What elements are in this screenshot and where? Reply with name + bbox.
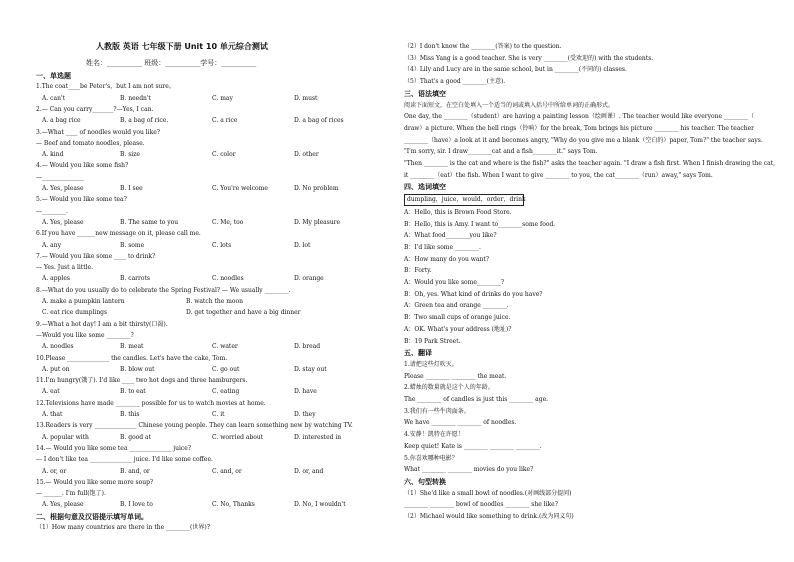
question-line: B：Oh, yes. What kind of drinks do you have? <box>404 290 543 298</box>
question-line: （2）Michael would like something to drink.(改为同义句) <box>404 513 574 520</box>
question-line: 5.你喜欢哪种电影？ <box>404 454 458 462</box>
question-line: 2.蜡烛的数量就是这个人的年龄。 <box>404 384 494 392</box>
answer-option: A. Yes, please <box>42 185 84 192</box>
answer-option: A. make a pumpkin lantern <box>42 298 125 305</box>
answer-option: A. noodles <box>42 343 74 351</box>
answer-option: D. a bag of rices <box>294 117 344 125</box>
question-line: B：Forty. <box>404 267 432 275</box>
section-heading: 五、翻译 <box>404 349 432 358</box>
question-line: One day, the ________（student）are having a painting lesson（绘画课）. The teacher would like everyone ________（ <box>404 113 754 121</box>
question-line: —______________ <box>36 173 84 181</box>
question-line: B：Two small cups of orange juice. <box>404 314 511 322</box>
question-line: ________（have）a look at it and becomes angry, "Why do you give me a blank（空白的）paper, Tom?" the teacher says. <box>404 136 763 144</box>
answer-option: D. lot <box>294 241 311 249</box>
answer-option: B. blow out <box>120 365 155 373</box>
student-info-row: 姓名：__________ 班级：__________学号：__________ <box>86 59 257 67</box>
question-line: "I'm sorry, sir. I draw________cat and a fish________it." says Tom. <box>404 148 598 156</box>
answer-option: C. You're welcome <box>212 185 268 192</box>
answer-option: B. I see <box>120 185 143 192</box>
answer-option: B. watch the moon <box>186 298 243 305</box>
answer-option: A. apples <box>42 275 70 283</box>
question-line: 4.— Would you like some fish? <box>36 162 129 170</box>
answer-option: B. I love to <box>120 501 153 509</box>
question-line: 15.— Would you like some more soup? <box>36 478 154 486</box>
question-line: A：How many do you want? <box>404 255 489 263</box>
answer-option: B. a bag of rice. <box>120 117 169 125</box>
answer-option: B. to eat <box>120 388 146 396</box>
question-line: —Would you like some ________? <box>36 331 134 339</box>
question-line: draw）a picture. When the bell rings（铃响）for the break, Tom brings his picture ________ his teacher. The teacher <box>404 124 755 132</box>
answer-option: B. good at <box>120 433 152 441</box>
answer-option: C. may <box>212 94 233 102</box>
question-line: 1.请把这些灯吹灭。 <box>404 360 458 368</box>
answer-option: C. eating <box>212 388 240 396</box>
question-line: —________. <box>36 207 68 215</box>
question-line: 1.The coat____be Peter's，but I am not sure。 <box>36 83 175 91</box>
question-line: 11.I'm hungry(饿了). I'd like ____ two hot dogs and three hamburgers. <box>36 377 248 385</box>
answer-option: C. it <box>212 411 225 418</box>
question-line: 14.— Would you like some tea ______________ juice? <box>36 444 192 452</box>
question-line: — Yes. Just a little. <box>36 264 93 272</box>
answer-option: D. No, I wouldn't <box>294 501 346 509</box>
answer-option: D. My pleasure <box>294 218 341 226</box>
answer-option: A. a bag rice <box>42 117 81 125</box>
question-line: （3）Miss Yang is a good teacher. She is very ________(受欢迎的) with the students. <box>404 54 654 62</box>
answer-option: B. needn't <box>120 94 151 102</box>
answer-option: C. eat rice dumplings <box>42 309 108 317</box>
answer-option: B. The same to you <box>120 218 179 226</box>
question-line: 13.Readers is very ______________ Chinese young people. They can learn something new by watching TV. <box>36 422 353 430</box>
question-line: B：I'd like some ________. <box>404 243 481 251</box>
question-line: 4.安静！凯特在许愿！ <box>404 431 464 439</box>
section-heading: 四、选词填空 <box>404 183 446 192</box>
answer-option: D. other <box>294 151 319 159</box>
answer-option: D. they <box>294 411 316 418</box>
question-line: ________ ________ bowl of noodles ________ she like? <box>404 501 558 509</box>
question-line: 7.— Would you like some ____ to drink? <box>36 252 156 260</box>
question-line: （2）I don't know the ________(答案) to the question. <box>404 43 562 50</box>
question-line: （1）She'd like a small bowl of noodles.(对画线部分提问) <box>404 489 572 497</box>
answer-option: A. Yes, please <box>42 501 84 509</box>
question-line: — Beef and tomato noodles, please. <box>36 139 145 147</box>
word-bank-text: dumpling，juice，would，order，drink <box>407 196 526 204</box>
answer-option: A. eat <box>42 388 60 396</box>
question-line: A：What food________you like? <box>404 232 497 240</box>
section-heading: 六、句型转换 <box>404 477 446 486</box>
answer-option: A. put on <box>42 365 70 373</box>
answer-option: C. and, or <box>212 467 242 475</box>
section-heading: 三、语法填空 <box>404 89 446 98</box>
answer-option: C. lots <box>212 241 232 249</box>
answer-option: D. get together and have a big dinner <box>186 309 301 317</box>
question-line: （1）How many countries are there in the ________(世界)? <box>36 524 210 531</box>
answer-option: A. any <box>42 241 61 249</box>
answer-option: C. noodles <box>212 275 244 283</box>
answer-option: D. or, and <box>294 467 324 475</box>
answer-option: C. go out <box>212 365 240 373</box>
question-line: The ________ of candles is just this ________ age. <box>404 396 549 403</box>
question-line: 3.—What ____ of noodles would you like? <box>36 128 160 136</box>
question-line: Keep quiet! Kate is ________ ________ ________. <box>404 442 542 450</box>
question-line: — ______. I'm full(饱了). <box>36 490 106 498</box>
answer-option: D. bread <box>294 343 321 351</box>
question-line: 10.Please ______________ the candles. Let's have the cake, Tom. <box>36 354 228 362</box>
answer-option: A. popular with <box>42 433 89 441</box>
answer-option: D. No problem <box>294 185 339 192</box>
answer-option: A. or, or <box>42 467 67 475</box>
question-line: B：Hello, this is Amy. I want to________some food. <box>404 220 556 228</box>
question-line: A：Would you like some________? <box>404 279 505 286</box>
section-heading: 二、根据句意及汉语提示填写单词。 <box>36 512 148 521</box>
question-line: it ________（eat）the fish. When I want to give ________ to you, the cat________（run）away," says Tom. <box>404 171 713 179</box>
answer-option: C. worried about <box>212 433 264 441</box>
question-line: A：OK. What's your address (地址)? <box>404 325 512 333</box>
answer-option: D. orange <box>294 275 324 283</box>
answer-option: C. Me, too <box>212 218 244 226</box>
question-line: 12.Televisions have made ________ possible for us to watch movies at home. <box>36 399 266 407</box>
answer-option: B. meat <box>120 343 144 351</box>
question-line: 阅读下面短文，在空白处填入一个适当的词或填入括号中所给单词的正确形式。 <box>404 101 615 109</box>
answer-option: A. Yes, please <box>42 218 84 226</box>
answer-option: A. that <box>42 411 63 418</box>
answer-option: D. have <box>294 388 317 396</box>
question-line: Please ________ ________ the meat. <box>404 372 507 380</box>
question-line: 2.— Can you carry_______?—Yes, I can. <box>36 105 154 113</box>
answer-option: C. water <box>212 343 238 351</box>
answer-option: B. and, or <box>120 467 150 475</box>
answer-option: D. stay out <box>294 365 327 373</box>
answer-option: D. must <box>294 94 318 102</box>
question-line: 8.—What do you usually do to celebrate the Spring Festival? — We usually ________. <box>36 286 291 294</box>
answer-option: C. No, Thanks <box>212 501 255 509</box>
answer-option: A. kind <box>42 151 64 159</box>
question-line: 9.—What a hot day! I am a bit thirsty(口渴). <box>36 320 168 328</box>
question-line: — I don't like tea ______________ juice. I'd like some coffee. <box>36 456 213 464</box>
answer-option: C. color <box>212 151 236 159</box>
answer-option: B. this <box>120 411 140 418</box>
answer-option: B. some <box>120 241 145 249</box>
question-line: B：19 Park Street. <box>404 337 461 345</box>
question-line: What ________ ________ movies do you like? <box>404 466 534 474</box>
question-line: 3.我们有一些牛肉面条。 <box>404 407 470 415</box>
answer-option: D. interested in <box>294 433 342 441</box>
worksheet-title: 人教版 英语 七年级下册 Unit 10 单元综合测试 <box>96 42 268 51</box>
word-bank-box <box>404 194 524 206</box>
answer-option: A. can't <box>42 94 66 102</box>
question-line: A：Hello, this is Brown Food Store. <box>404 208 512 216</box>
question-line: （4）Lily and Lucy are in the same school, but in ________(不同的) classes. <box>404 66 627 74</box>
answer-option: B. size <box>120 151 140 159</box>
question-line: A：Green tea and orange ________. <box>404 302 509 310</box>
question-line: We have ________ ________ of noodles. <box>404 419 517 427</box>
section-heading: 一、单选题 <box>36 72 71 80</box>
question-line: 5.— Would you like some tea? <box>36 196 127 204</box>
question-line: "Then ________ is the cat and where is the fish?" asks the teacher again. "I draw a fish first. When I finish drawing the cat, <box>404 160 776 167</box>
answer-option: B. carrots <box>120 275 150 283</box>
answer-option: C. a rice <box>212 117 238 125</box>
question-line: （5）That's a good ________(主意). <box>404 78 506 86</box>
question-line: 6.If you have ______new message on it, please call me. <box>36 230 201 238</box>
